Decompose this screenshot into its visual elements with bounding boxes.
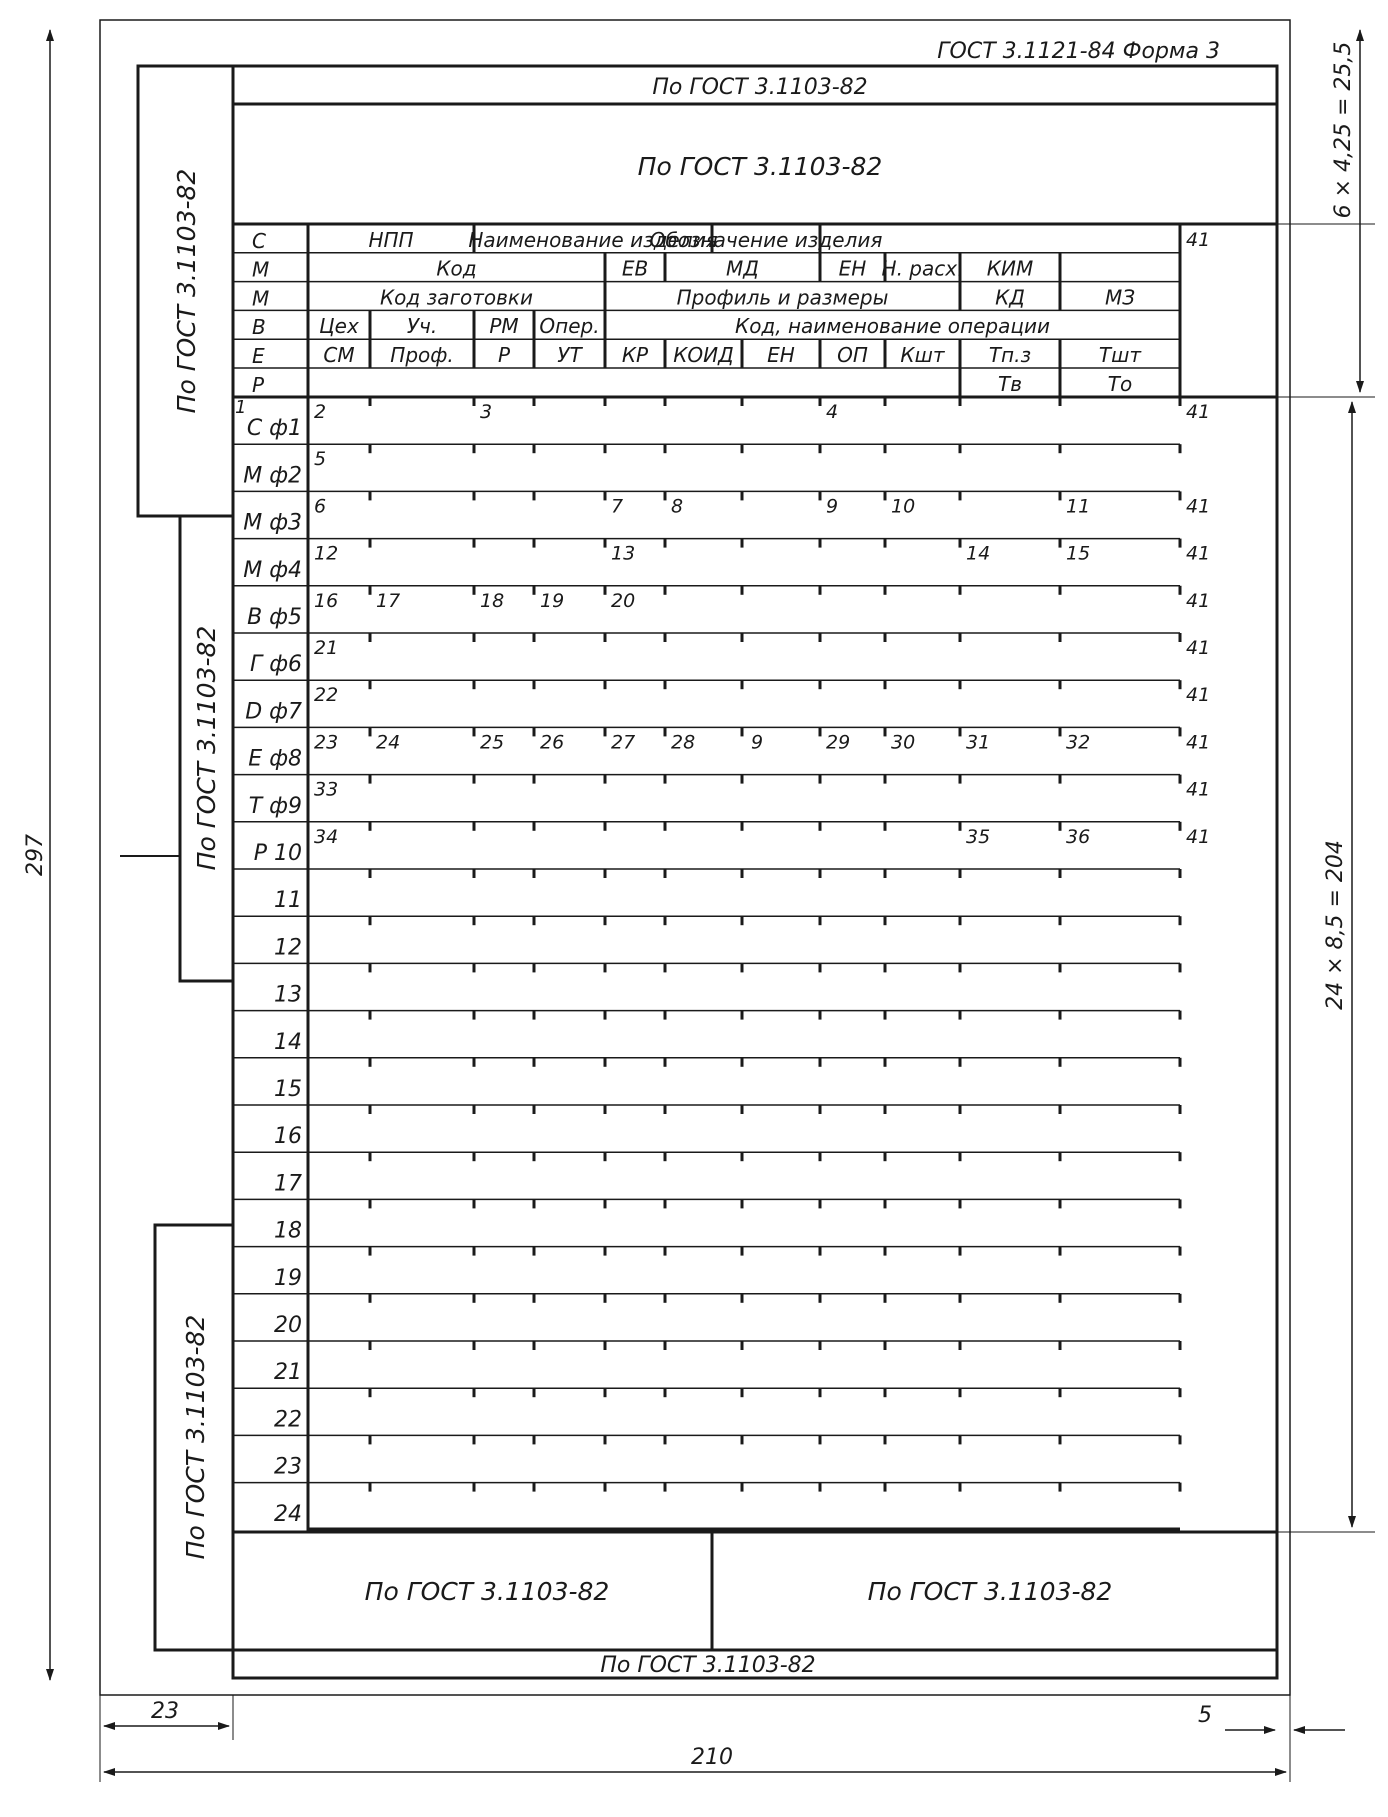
cell-number: 41 [1186, 542, 1211, 565]
dim-left-margin-label: 23 [151, 1699, 179, 1724]
cell-number: 20 [611, 589, 636, 612]
header-cell: КИМ [986, 256, 1034, 281]
cell-number: 26 [540, 731, 565, 754]
dim-header-label: 6 × 4,25 = 25,5 [1331, 41, 1356, 219]
header-cell: Профиль и размеры [676, 285, 889, 310]
cell-number: 6 [314, 495, 327, 518]
footer-bottom-ref: По ГОСТ 3.1103-82 [600, 1653, 816, 1678]
cell-number: 41 [1186, 778, 1211, 801]
row-label: 17 [274, 1171, 302, 1197]
row-label: Т ф9 [248, 793, 302, 819]
cell-number: 24 [376, 731, 401, 754]
cell-number: 23 [314, 731, 339, 754]
header-cell: МЗ [1104, 285, 1136, 310]
form-number: ГОСТ 3.1121-84 Форма 3 [937, 39, 1220, 64]
cell-number: 32 [1066, 731, 1091, 754]
header-cell: Проф. [390, 343, 454, 367]
row-label: Р 10 [253, 841, 302, 866]
cell-number: 33 [314, 778, 339, 801]
row-label: В ф5 [247, 605, 302, 630]
header-cell: Тв [997, 371, 1023, 396]
cell-number: 14 [966, 542, 991, 565]
row-label: Г ф6 [249, 652, 302, 678]
header-row-code: В [252, 315, 266, 340]
row-label: 12 [274, 935, 302, 961]
header-row-code: С [252, 228, 266, 253]
header-cell: СМ [323, 343, 355, 367]
header-cell: Цех [319, 314, 359, 339]
cell-number: 41 [1186, 589, 1211, 612]
cell-number: 5 [314, 448, 327, 471]
cell-number: 17 [376, 589, 401, 612]
header-cell: Обозначение изделия [649, 227, 883, 252]
row-label: 11 [274, 888, 302, 914]
header-cell: Код заготовки [379, 285, 534, 310]
cell-number: 21 [314, 637, 339, 659]
row-label: 19 [274, 1265, 302, 1291]
dim-body-label: 24 × 8,5 = 204 [1323, 840, 1348, 1010]
cell-number: 36 [1066, 825, 1091, 848]
row-label: 22 [274, 1407, 302, 1433]
cell-number: 2 [314, 401, 327, 423]
side-stamp-middle-text: По ГОСТ 3.1103-82 [192, 625, 221, 871]
header-cell: Опер. [539, 314, 600, 339]
header-cell: Р [497, 343, 511, 367]
header-cell: КД [995, 285, 1025, 310]
cell-number: 30 [891, 731, 916, 754]
cell-number: 29 [826, 731, 851, 754]
body-grid [233, 397, 1210, 1527]
header-cell: Тшт [1098, 343, 1142, 367]
header-cell: РМ [489, 314, 519, 339]
header-cell: То [1107, 371, 1133, 396]
cell-number: 41 [1186, 684, 1211, 707]
cell-number: 31 [966, 731, 991, 754]
cell-number: 41 [1186, 731, 1211, 754]
row-label: 23 [274, 1454, 302, 1480]
side-stamp-top-text: По ГОСТ 3.1103-82 [172, 168, 201, 414]
cell-number: 15 [1066, 542, 1091, 565]
cell-number: 12 [314, 542, 339, 565]
header-cell: ЕН [838, 256, 867, 281]
header-cell: Кшт [900, 343, 945, 367]
row-label: 18 [274, 1218, 302, 1244]
cell-number: 41 [1186, 637, 1211, 659]
row-label: М ф2 [243, 463, 302, 489]
footer-left-ref: По ГОСТ 3.1103-82 [364, 1577, 610, 1606]
row-label: 24 [274, 1501, 302, 1527]
cell-number: 34 [314, 825, 339, 848]
cell-number: 18 [480, 589, 505, 612]
row-label: D ф7 [245, 699, 302, 725]
row-label: Е ф8 [248, 746, 302, 772]
row-label: 16 [274, 1124, 302, 1150]
header-corner-number: 41 [1186, 229, 1211, 251]
row-label: С ф1 [246, 416, 302, 442]
header-cell: КР [621, 343, 649, 367]
cell-number: 41 [1186, 401, 1211, 423]
cell-number: 41 [1186, 825, 1211, 848]
dim-width-label: 210 [691, 1745, 733, 1770]
side-stamp-bottom-text: По ГОСТ 3.1103-82 [181, 1314, 210, 1560]
cell-number: 28 [671, 731, 696, 754]
footer-right-ref: По ГОСТ 3.1103-82 [867, 1577, 1113, 1606]
row-label: 21 [274, 1360, 302, 1386]
header-row-code: Е [252, 344, 265, 368]
header-grid [233, 224, 1210, 397]
top-strip-ref: По ГОСТ 3.1103-82 [652, 75, 868, 100]
cell-number: 9 [826, 495, 839, 518]
cell-number: 25 [480, 731, 505, 754]
header-cell: ЕН [767, 343, 795, 367]
cell-number: 41 [1186, 495, 1211, 518]
header-cell: Уч. [406, 314, 438, 339]
cell-number: 13 [611, 542, 636, 565]
row-label: 14 [274, 1029, 302, 1055]
header-cell: Наименование изделия [468, 227, 718, 252]
cell-number: 27 [611, 731, 636, 754]
cell-number: 19 [540, 589, 565, 612]
cell-number: 3 [480, 401, 493, 423]
cell-number: 7 [611, 495, 624, 518]
cell-number: 4 [826, 401, 839, 423]
header-cell: УТ [557, 343, 582, 367]
cell-number: 10 [891, 495, 916, 518]
header-cell: МД [726, 256, 759, 281]
header-cell: Код, наименование операции [735, 314, 1050, 339]
header-cell: НПП [368, 227, 414, 252]
cell-number: 9 [751, 731, 764, 754]
row-label: 13 [274, 982, 302, 1008]
cell-number: 22 [314, 684, 339, 707]
row-label: М ф4 [243, 557, 302, 583]
header-cell: Код [436, 256, 477, 281]
row-label: М ф3 [243, 510, 302, 536]
header-cell: Н. расх. [881, 256, 964, 281]
dim-height-label: 297 [23, 834, 48, 876]
cell-number: 11 [1066, 495, 1091, 518]
dim-right-margin-label: 5 [1198, 1703, 1212, 1728]
header-cell: ОП [837, 343, 868, 367]
header-cell: ЕВ [621, 256, 649, 281]
header-row-code: М [252, 257, 270, 282]
header-row-code: М [252, 286, 270, 311]
cell-number: 16 [314, 589, 339, 612]
cell-number: 1 [235, 397, 247, 418]
header-cell: КОИД [673, 343, 734, 367]
row-label: 15 [274, 1077, 302, 1102]
title-block-ref: По ГОСТ 3.1103-82 [637, 152, 883, 181]
header-cell: Тп.з [988, 343, 1032, 367]
row-label: 20 [274, 1313, 302, 1338]
header-row-code: Р [252, 372, 265, 397]
cell-number: 8 [671, 495, 684, 518]
cell-number: 35 [966, 825, 991, 848]
